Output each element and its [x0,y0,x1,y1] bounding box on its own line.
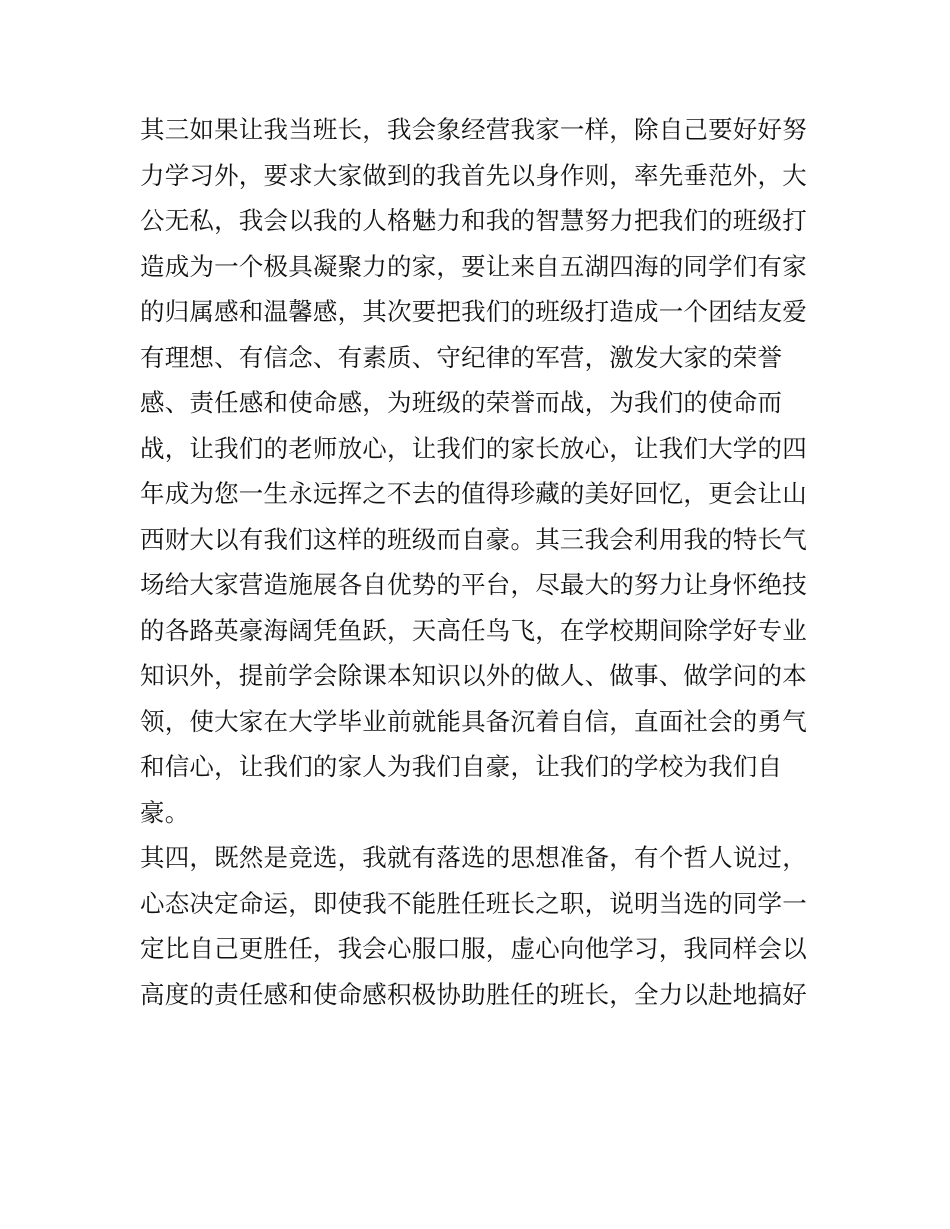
text-line: 心态决定命运，即使我不能胜任班长之职，说明当选的同学一 [140,888,807,918]
text-line: 知识外，提前学会除课本知识以外的做人、做事、做学问的本 [140,661,807,690]
text-line: 的归属感和温馨感，其次要把我们的班级打造成一个团结友爱 [140,297,807,326]
text-line: 其四，既然是竞选，我就有落选的思想准备，有个哲人说过， [140,843,807,872]
text-line: 战，让我们的老师放心，让我们的家长放心，让我们大学的四 [140,433,807,463]
text-line: 西财大以有我们这样的班级而自豪。其三我会利用我的特长气 [140,524,807,554]
text-line: 年成为您一生永远挥之不去的值得珍藏的美好回忆，更会让山 [140,479,807,508]
text-line: 高度的责任感和使命感积极协助胜任的班长，全力以赴地搞好 [140,979,807,1009]
text-line: 力学习外，要求大家做到的我首先以身作则，率先垂范外，大 [140,160,807,190]
text-line: 和信心，让我们的家人为我们自豪，让我们的学校为我们自 [140,752,783,781]
text-line: 造成为一个极具凝聚力的家，要让来自五湖四海的同学们有家 [140,251,807,281]
text-line: 有理想、有信念、有素质、守纪律的军营，激发大家的荣誉 [140,342,783,372]
text-line: 场给大家营造施展各自优势的平台，尽最大的努力让身怀绝技 [140,570,807,599]
text-line: 领，使大家在大学毕业前就能具备沉着自信，直面社会的勇气 [140,706,807,736]
text-line: 其三如果让我当班长，我会象经营我家一样，除自己要好好努 [140,115,807,144]
text-line: 公无私，我会以我的人格魅力和我的智慧努力把我们的班级打 [140,206,807,235]
text-line: 豪。 [140,797,190,827]
document-body [140,107,815,1017]
text-line: 定比自己更胜任，我会心服口服，虚心向他学习，我同样会以 [140,934,807,963]
text-line: 的各路英豪海阔凭鱼跃，天高任鸟飞，在学校期间除学好专业 [140,615,807,645]
text-line: 感、责任感和使命感，为班级的荣誉而战，为我们的使命而 [140,388,783,417]
